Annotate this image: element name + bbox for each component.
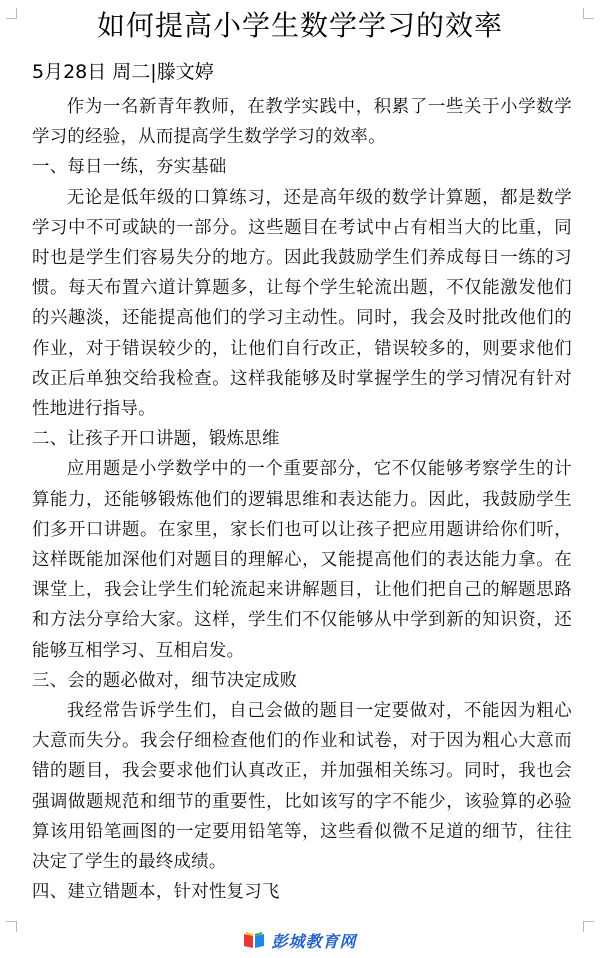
section-heading-4: 四、建立错题本，针对性复习飞 — [32, 882, 280, 903]
paragraph-intro: 作为一名新青年教师，在教学实践中，积累了一些关于小学数学学习的经验，从而提高学生数学学习的效率。 — [32, 97, 572, 148]
paragraph-section-1: 无论是低年级的口算练习，还是高年级的数学计算题，都是数学学习中不可或缺的一部分。这些题目在考试中占有相当大的比重，同时也是学生们容易失分的地方。因此我鼓励学生们养成每日一练的习惯。每天布置六道计算题多，让每个学生轮流出题，不仅能激发他们的兴趣淡，还能提高他们的学习主动性。同时，我会及时批改他们的作业，对于错误较少的，让他们自行改正，错误较多的，则要求他们改正后单独交给我检查。这样我能够及时掌握学生的学习情况有针对性地进行指导。 — [32, 187, 572, 420]
section-heading-1: 一、每日一练，夯实基础 — [32, 157, 227, 178]
section-heading-3: 三、会的题必做对，细节决定成败 — [32, 670, 298, 691]
open-book-icon — [243, 931, 265, 949]
article-body — [32, 92, 572, 907]
date-author-line: 5月28日 周二|滕文婷 — [32, 61, 214, 83]
site-watermark — [0, 928, 600, 952]
paragraph-section-3: 我经常告诉学生们，自己会做的题目一定要做对，不能因为粗心大意而失分。我会仔细检查他们的作业和试卷，对于因为粗心大意而错的题目，我会要求他们认真改正，并加强相关练习。同时，我也会强调做题规范和细节的重要性，比如该写的字不能少，该验算的必验算该用铅笔画图的一定要用铅笔等，这些看似微不足道的细节，往往决定了学生的最终成绩。 — [32, 701, 572, 873]
page-title: 如何提高小学生数学学习的效率 — [96, 9, 503, 42]
site-name: 彭城教育网 — [271, 931, 357, 951]
section-heading-2: 二、让孩子开口讲题，锻炼思维 — [32, 429, 280, 450]
paragraph-section-2: 应用题是小学数学中的一个重要部分，它不仅能够考察学生的计算能力，还能够锻炼他们的逻辑思维和表达能力。因此，我鼓励学生们多开口讲题。在家里，家长们也可以让孩子把应用题讲给你们听，这样既能加深他们对题目的理解心，又能提高他们的表达能力拿。在课堂上，我会让学生们轮流起来讲解题目，让他们把自己的解题思路和方法分享给大家。这样，学生们不仅能够从中学到新的知识资，还能够互相学习、互相启发。 — [32, 459, 572, 661]
